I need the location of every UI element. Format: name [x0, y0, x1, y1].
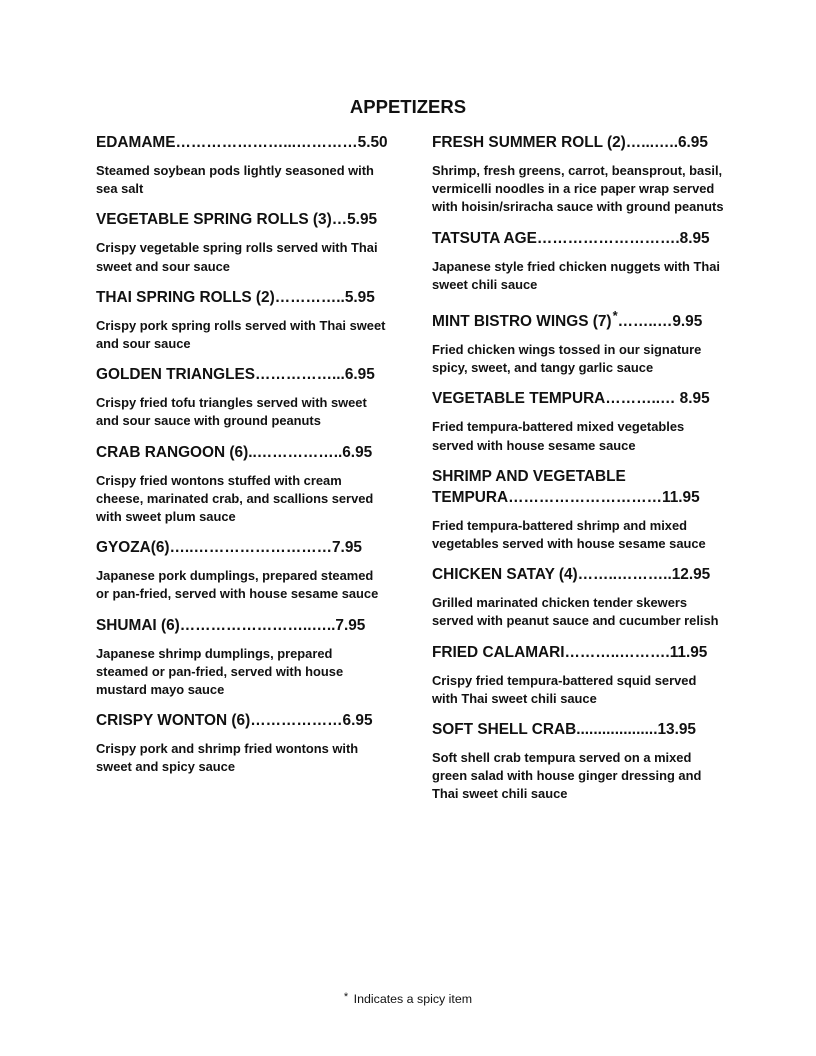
item-description: Shrimp, fresh greens, carrot, beansprout, basil, vermicelli noodles in a rice paper wrap served with hoisin/sriracha sauce with ground peanuts — [432, 163, 724, 215]
menu-item-fried-calamari — [432, 642, 724, 708]
menu-item-gyoza — [96, 537, 388, 603]
item-title: SHRIMP AND VEGETABLE TEMPURA…………………………11.95 — [432, 467, 700, 506]
item-title: GOLDEN TRIANGLES……………...6.95 — [96, 366, 375, 384]
item-description: Japanese pork dumplings, prepared steamed or pan-fried, served with house sesame sauce — [96, 568, 379, 602]
item-title-name: MINT BISTRO WINGS (7) — [432, 313, 612, 331]
menu-item-thai-spring-rolls — [96, 287, 388, 353]
menu-item-edamame — [96, 132, 388, 198]
item-description: Fried tempura-battered mixed vegetables served with house sesame sauce — [432, 419, 685, 453]
menu-item-tatsuta-age — [432, 228, 724, 294]
item-title: GYOZA(6)…..………………………7.95 — [96, 539, 362, 557]
item-title: CRISPY WONTON (6)………………6.95 — [96, 712, 373, 730]
left-column — [96, 132, 388, 788]
menu-item-shrimp-and-vegetable-tempura — [432, 466, 724, 553]
menu-item-crispy-wonton — [96, 710, 388, 776]
item-title: THAI SPRING ROLLS (2)…………..5.95 — [96, 288, 375, 306]
item-description: Crispy vegetable spring rolls served with Thai sweet and sour sauce — [96, 240, 378, 274]
item-description: Grilled marinated chicken tender skewers served with peanut sauce and cucumber relish — [432, 595, 719, 629]
menu-item-vegetable-tempura — [432, 388, 724, 454]
spicy-footnote — [0, 991, 816, 1006]
item-description: Steamed soybean pods lightly seasoned with sea salt — [96, 163, 374, 197]
item-title: SHUMAI (6)……………………..…..7.95 — [96, 616, 366, 634]
item-description: Crispy fried tofu triangles served with sweet and sour sauce with ground peanuts — [96, 395, 367, 429]
item-title: FRIED CALAMARI………..……….11.95 — [432, 643, 708, 661]
item-title: CHICKEN SATAY (4)……..………..12.95 — [432, 566, 711, 584]
spicy-indicator: * — [612, 308, 618, 324]
right-column — [432, 132, 724, 815]
item-title: EDAMAME…………………...…………5.50 — [96, 134, 388, 151]
menu-item-crab-rangoon — [96, 442, 388, 527]
menu-item-fresh-summer-roll — [432, 132, 724, 217]
menu-item-chicken-satay — [432, 564, 724, 630]
menu-item-soft-shell-crab — [432, 719, 724, 804]
item-description: Crispy pork spring rolls served with Thai sweet and sour sauce — [96, 317, 386, 352]
footnote-text: Indicates a spicy item — [353, 992, 473, 1006]
item-description: Japanese style fried chicken nuggets with Thai sweet chili sauce — [432, 258, 720, 292]
item-description: Crispy fried tempura-battered squid served with Thai sweet chili sauce — [432, 672, 697, 706]
item-title: CRAB RANGOON (6)..……………..6.95 — [96, 443, 373, 461]
item-title: VEGETABLE TEMPURA………..… 8.95 — [432, 390, 710, 408]
item-title: TATSUTA AGE……………………….8.95 — [432, 229, 710, 247]
page-title: APPETIZERS — [349, 96, 467, 117]
item-title: VEGETABLE SPRING ROLLS (3)…5.95 — [96, 211, 378, 229]
item-description: Crispy fried wontons stuffed with cream cheese, marinated crab, and scallions served with sweet plum sauce — [96, 472, 374, 525]
item-description: Crispy pork and shrimp fried wontons with sweet and spicy sauce — [96, 741, 359, 775]
item-description: Japanese shrimp dumplings, prepared steamed or pan-fried, served with house mustard mayo sauce — [96, 645, 344, 698]
menu-item-golden-triangles — [96, 364, 388, 430]
item-title — [432, 305, 724, 332]
item-title: SOFT SHELL CRAB...................13.95 — [432, 721, 696, 739]
item-description: Fried tempura-battered shrimp and mixed vegetables served with house sesame sauce — [432, 517, 706, 552]
item-description: Soft shell crab tempura served on a mixed green salad with house ginger dressing and Thai sweet chili sauce — [432, 750, 702, 802]
spicy-indicator: * — [343, 991, 349, 1003]
item-title: FRESH SUMMER ROLL (2)…...…..6.95 — [432, 134, 708, 151]
menu-item-mint-bistro-wings — [432, 305, 724, 377]
menu-item-shumai — [96, 615, 388, 700]
item-title-price: ……..…9.95 — [617, 313, 703, 331]
item-description: Fried chicken wings tossed in our signature spicy, sweet, and tangy garlic sauce — [432, 342, 702, 376]
menu-item-vegetable-spring-rolls — [96, 209, 388, 275]
